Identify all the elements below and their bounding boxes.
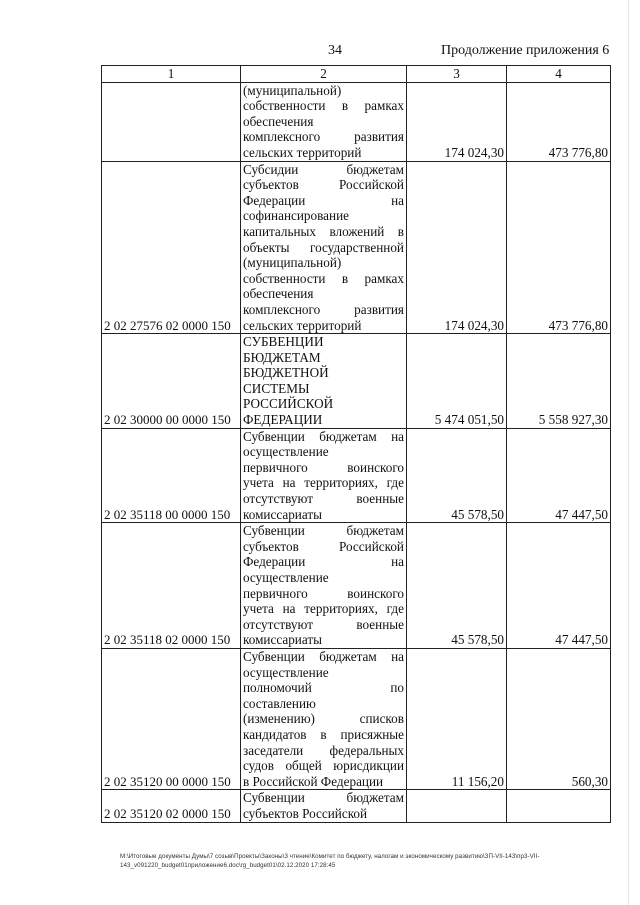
budget-item-name [241, 82, 407, 161]
scan-edge [628, 0, 629, 905]
name-line: субъектов Российской [243, 177, 404, 193]
table-row [102, 790, 611, 822]
budget-code: 2 02 35120 02 0000 150 [102, 790, 241, 822]
name-line: первичного воинского [243, 585, 404, 601]
amount-column-3: 11 156,20 [407, 648, 507, 789]
table-row [102, 428, 611, 523]
amount-column-3: 45 578,50 [407, 523, 507, 649]
table-row [102, 82, 611, 161]
continuation-label: Продолжение приложения 6 [441, 43, 610, 58]
column-header: 4 [507, 66, 611, 83]
name-line: сельских территорий [243, 144, 362, 160]
name-line: учета на территориях, где [243, 475, 404, 491]
column-header: 3 [407, 66, 507, 83]
table-body [102, 82, 611, 822]
budget-item-name [241, 523, 407, 649]
name-line: софинансирование [243, 208, 349, 224]
name-line: кандидатов в присяжные [243, 726, 404, 742]
amount-column-4: 5 558 927,30 [507, 334, 611, 429]
footer-path-line: М:\Итоговые документы Думы\7 созыв\Проекты\Законы\3 чтение\Комитет по бюджету, налогам и экономическому развитию\ЗП-VII-143\пр3-VII- [120, 853, 540, 860]
amount-column-4 [507, 790, 611, 822]
amount-column-4: 473 776,80 [507, 82, 611, 161]
name-line: ФЕДЕРАЦИИ [243, 412, 323, 428]
amount-column-4: 47 447,50 [507, 428, 611, 523]
budget-item-name [241, 648, 407, 789]
name-line: комплексного развития [243, 129, 404, 145]
name-line: Субвенции бюджетам на [243, 428, 404, 444]
budget-item-name [241, 428, 407, 523]
name-line: отсутствуют военные [243, 616, 404, 632]
budget-item-name [241, 161, 407, 334]
budget-code: 2 02 35118 00 0000 150 [102, 428, 241, 523]
name-line: сельских территорий [243, 317, 362, 333]
budget-code: 2 02 27576 02 0000 150 [102, 161, 241, 334]
name-line: Федерации на [243, 554, 404, 570]
name-line: осуществление [243, 570, 329, 585]
name-line: (изменению) списков [243, 711, 404, 727]
document-path-footer [120, 852, 620, 870]
table-row [102, 161, 611, 334]
name-line: объекты государственной [243, 239, 404, 255]
budget-code [102, 82, 241, 161]
name-line: комплексного развития [243, 301, 404, 317]
amount-column-3 [407, 790, 507, 822]
name-line: в Российской Федерации [243, 773, 384, 789]
name-line: (муниципальной) [243, 82, 342, 98]
name-line: Субсидии бюджетам [243, 161, 404, 177]
name-line: составлению [243, 695, 316, 711]
name-line: РОССИЙСКОЙ [243, 396, 334, 412]
name-line: заседатели федеральных [243, 742, 404, 758]
name-line: собственности в рамках [243, 270, 404, 286]
column-header: 2 [241, 66, 407, 83]
table-row [102, 334, 611, 429]
name-line: обеспечения [243, 286, 314, 302]
table-header-row [102, 66, 611, 83]
amount-column-3: 45 578,50 [407, 428, 507, 523]
name-line: осуществление [243, 444, 329, 460]
name-line: БЮДЖЕТАМ [243, 349, 321, 365]
budget-table [101, 65, 611, 823]
name-line: осуществление [243, 664, 329, 680]
name-line: БЮДЖЕТНОЙ [243, 365, 329, 381]
name-line: Субвенции бюджетам на [243, 648, 404, 664]
name-line: учета на территориях, где [243, 601, 404, 617]
amount-column-4: 473 776,80 [507, 161, 611, 334]
name-line: отсутствуют военные [243, 491, 404, 507]
budget-item-name [241, 790, 407, 822]
amount-column-3: 174 024,30 [407, 82, 507, 161]
budget-code: 2 02 35118 02 0000 150 [102, 523, 241, 649]
amount-column-4: 560,30 [507, 648, 611, 789]
name-line: Федерации на [243, 192, 404, 208]
name-line: субъектов Российской [243, 805, 368, 821]
page-number: 34 [328, 43, 342, 58]
budget-code: 2 02 30000 00 0000 150 [102, 334, 241, 429]
name-line: (муниципальной) [243, 255, 342, 271]
column-header: 1 [102, 66, 241, 83]
name-line: полномочий по [243, 680, 404, 696]
name-line: Субвенции бюджетам [243, 523, 404, 539]
name-line: обеспечения [243, 113, 314, 129]
amount-column-3: 174 024,30 [407, 161, 507, 334]
name-line: СИСТЕМЫ [243, 380, 310, 396]
table-row [102, 523, 611, 649]
amount-column-4: 47 447,50 [507, 523, 611, 649]
budget-code: 2 02 35120 00 0000 150 [102, 648, 241, 789]
name-line: капитальных вложений в [243, 223, 404, 239]
name-line: первичного воинского [243, 459, 404, 475]
name-line: Субвенции бюджетам [243, 790, 404, 806]
amount-column-3: 5 474 051,50 [407, 334, 507, 429]
name-line: СУБВЕНЦИИ [243, 334, 324, 350]
table-row [102, 648, 611, 789]
name-line: судов общей юрисдикции [243, 758, 404, 774]
budget-item-name [241, 334, 407, 429]
name-line: комиссариаты [243, 632, 322, 648]
name-line: собственности в рамках [243, 98, 404, 114]
name-line: комиссариаты [243, 506, 322, 522]
name-line: субъектов Российской [243, 538, 404, 554]
footer-path-line: 143_v091220_budget01приложение6.doc\rg_budget01\02.12.2020 17:28:45 [120, 862, 336, 869]
